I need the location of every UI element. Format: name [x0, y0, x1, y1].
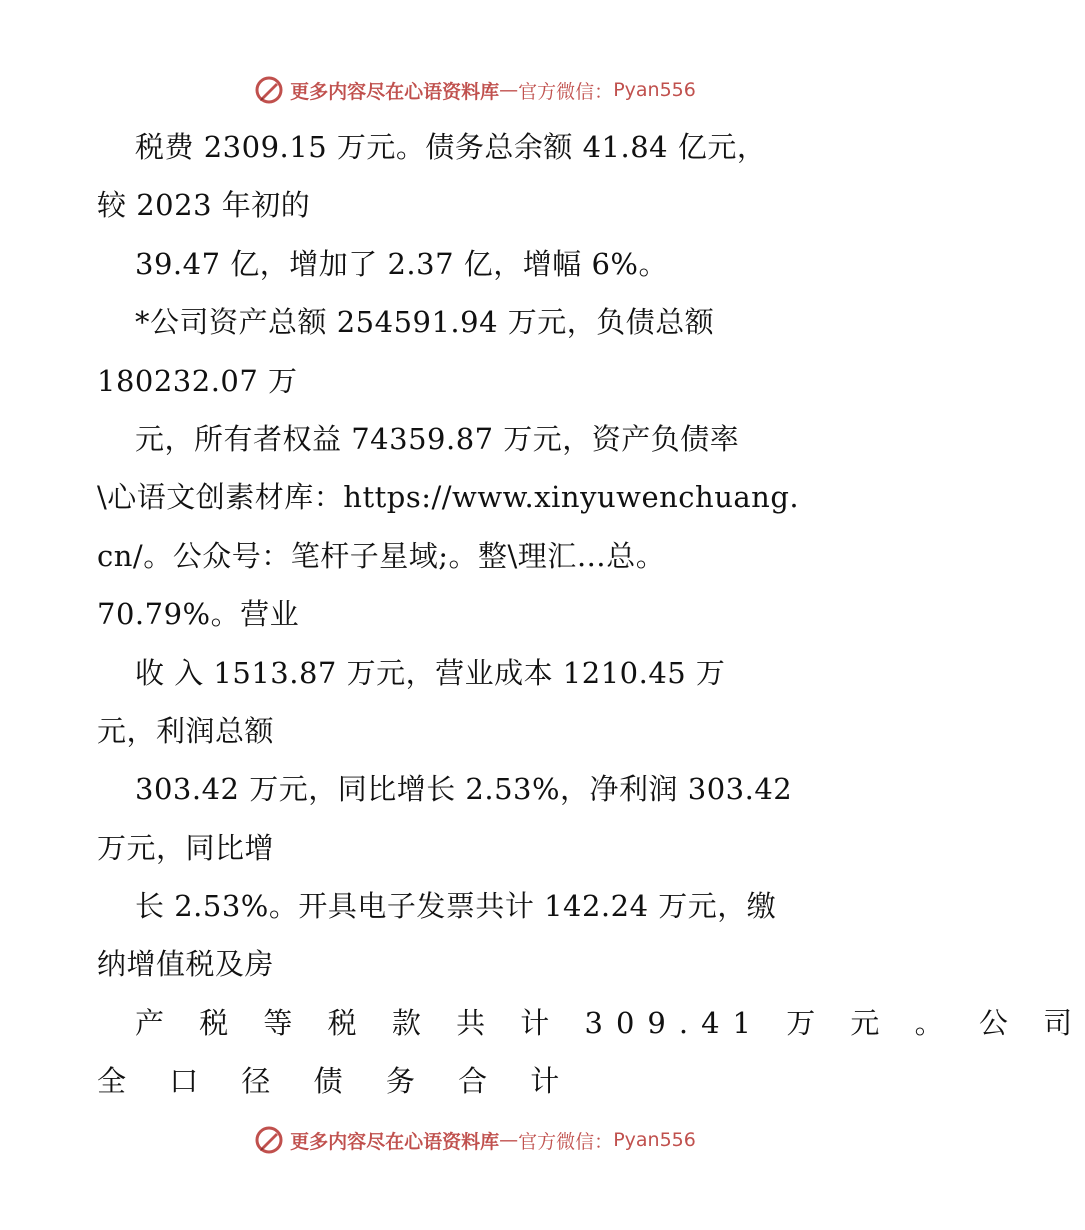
pen-logo-icon — [254, 1125, 284, 1155]
text-line: 万元，同比增 — [97, 830, 275, 865]
watermark-wechat-id: Pyan556 — [613, 79, 696, 101]
watermark-wechat-label: 官方微信： — [518, 1130, 614, 1153]
pen-logo-icon — [254, 75, 284, 105]
text-line: 39.47 亿，增加了 2.37 亿，增幅 6%。 — [135, 246, 668, 281]
text-line: *公司资产总额 254591.94 万元，负债总额 — [135, 305, 715, 340]
text-line: 收 入 1513.87 万元，营业成本 1210.45 万 — [135, 655, 726, 690]
watermark-main-text: 更多内容尽在心语资料库 — [290, 1130, 500, 1153]
text-line: 产 税 等 税 款 共 计 309.41 万 元 。 公 司 — [135, 1005, 1085, 1040]
text-line: 长 2.53%。开具电子发票共计 142.24 万元，缴 — [135, 889, 777, 924]
text-line: cn/。公众号：笔杆子星域;。整\理汇…总。 — [97, 538, 666, 573]
text-line: 纳增值税及房 — [97, 947, 275, 982]
watermark-wechat-id: Pyan556 — [613, 1129, 696, 1151]
text-line: 税费 2309.15 万元。债务总余额 41.84 亿元， — [135, 130, 767, 164]
text-line: 70.79%。营业 — [97, 597, 300, 632]
document-body — [97, 118, 1085, 1111]
watermark-dash: — — [499, 79, 519, 101]
text-line: 元，利润总额 — [97, 713, 275, 748]
watermark-main-text: 更多内容尽在心语资料库 — [290, 80, 500, 103]
text-line: 303.42 万元，同比增长 2.53%，净利润 303.42 — [135, 772, 793, 807]
text-line: 全 口 径 债 务 合 计 — [97, 1064, 577, 1099]
header-watermark — [0, 70, 950, 110]
text-line: 180232.07 万 — [97, 363, 298, 398]
text-line: 元，所有者权益 74359.87 万元，资产负债率 — [135, 421, 740, 456]
watermark-dash: — — [499, 1129, 519, 1151]
text-line: 较 2023 年初的 — [97, 188, 311, 223]
footer-watermark — [0, 1120, 950, 1160]
watermark-wechat-label: 官方微信： — [518, 80, 614, 103]
text-line: \心语文创素材库：https://www.xinyuwenchuang. — [97, 480, 800, 515]
